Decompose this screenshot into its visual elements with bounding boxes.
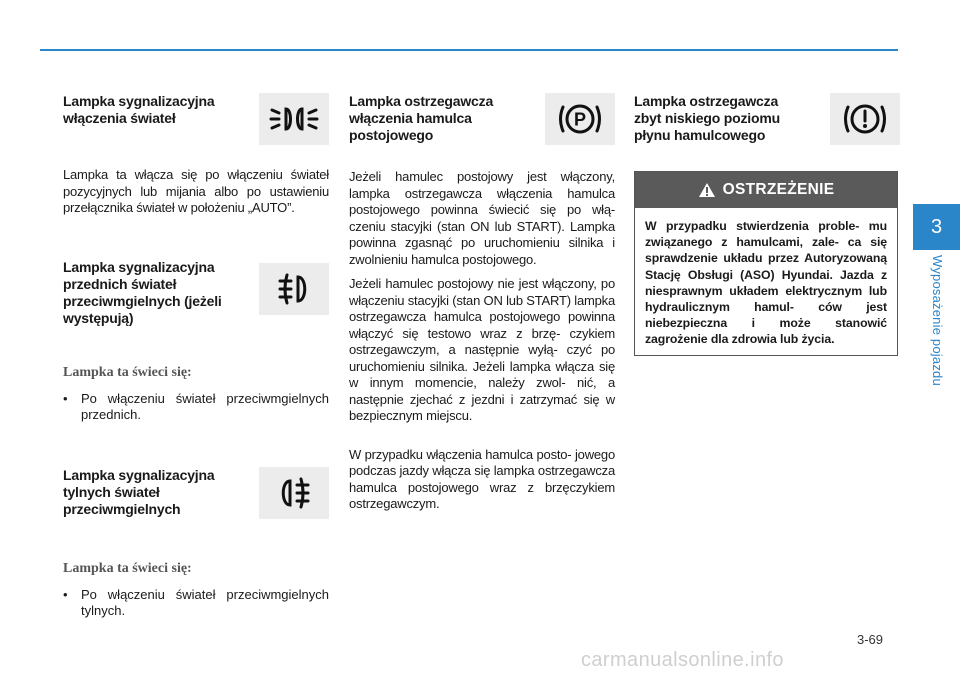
front-fog-subhead: Lampka ta świeci się: [63,364,192,380]
brake-fluid-title: Lampka ostrzegawcza zbyt niskiego poziomu płynu hamulcowego [634,93,780,143]
rear-fog-title: Lampka sygnalizacyjna tylnych świateł przeciwmgielnych [63,466,215,517]
column-2 [349,93,615,513]
chapter-number-tab: 3 [913,204,960,250]
warning-triangle-icon [698,182,716,198]
front-fog-light-icon [259,263,329,315]
watermark: carmanualsonline.info [581,649,784,671]
chapter-title: Wyposażenie pojazdu [930,255,945,386]
warning-header [635,172,897,208]
front-fog-bullet-text: Po włączeniu świateł przeciwmgielnych przednich. [81,390,329,422]
top-rule [40,49,898,51]
headlight-indicator-header [63,93,329,149]
rear-fog-header [63,467,329,523]
headlight-indicator-text: Lampka ta włącza się po włączeniu świateł pozycyjnych lub mijania albo po ustawieniu przełącznika świateł w położeniu „AUTO”. [63,167,329,215]
parking-brake-header [349,93,615,149]
brake-fluid-header [634,93,900,149]
rear-fog-subhead: Lampka ta świeci się: [63,560,192,576]
page-number: 3-69 [857,632,884,647]
front-fog-title: Lampka sygnalizacyjna przednich świateł przeciwmgielnych (jeżeli występują) [63,258,222,326]
rear-fog-bullet: • Po włączeniu świateł przeciwmgielnych tylnych. [63,586,329,618]
parking-brake-icon [545,93,615,145]
parking-brake-text-2: Jeżeli hamulec postojowy nie jest włączony, po włączeniu stacyjki (stan ON lub START) lampka ostrzegawcza hamulca postojowego powinna włączyć się testowo wraz z brzę- czykiem ostrzegawczym, a następnie wyłą- czyć po uruchomieniu silnika. Jeżeli lampka włącza się w innym momencie, należy zwol- nić, a następnie zjechać z jezdni i zatrzymać się w bezpiecznym miejscu. [349,276,615,423]
svg-text:P: P [573,109,587,130]
warning-label: OSTRZEŻENIE [722,181,835,198]
warning-box [634,171,898,356]
parking-brake-text-3: W przypadku włączenia hamulca posto- jowego podczas jazdy włącza się lampka ostrzegawcza hamulca postojowego wraz z brzęczykiem ostrzegawczym. [349,446,615,511]
front-fog-header [63,259,329,327]
rear-fog-light-icon [259,467,329,519]
warning-text: W przypadku stwierdzenia proble- mu związanego z hamulcami, zale- ca się sprawdzenie układu przez Autoryzowaną Stację Obsługi (ASO) Hyundai. Jazda z niesprawnym układem elektrycznym lub hydraulicznym hamul- ców jest niebezpieczna i może stanowić zagrożenie dla zdrowia lub życia. [645,219,887,347]
column-1 [63,93,329,620]
front-fog-bullet: • Po włączeniu świateł przeciwmgielnych przednich. [63,390,329,422]
headlight-indicator-icon [259,93,329,145]
brake-fluid-warning-icon [830,93,900,145]
headlight-indicator-title: Lampka sygnalizacyjna włączenia świateł [63,93,215,126]
rear-fog-bullet-text: Po włączeniu świateł przeciwmgielnych tylnych. [81,586,329,618]
parking-brake-title: Lampka ostrzegawcza włączenia hamulca postojowego [349,93,494,143]
parking-brake-text-1: Jeżeli hamulec postojowy jest włączony, lampka ostrzegawcza włączenia hamulca postojowego powinna świecić się po włą- czeniu stacyjki (stan ON lub START). Lampka powinna zgasnąć po uruchomieniu silnika i zwolnieniu hamulca postojowego. [349,169,615,267]
column-3 [634,93,900,149]
